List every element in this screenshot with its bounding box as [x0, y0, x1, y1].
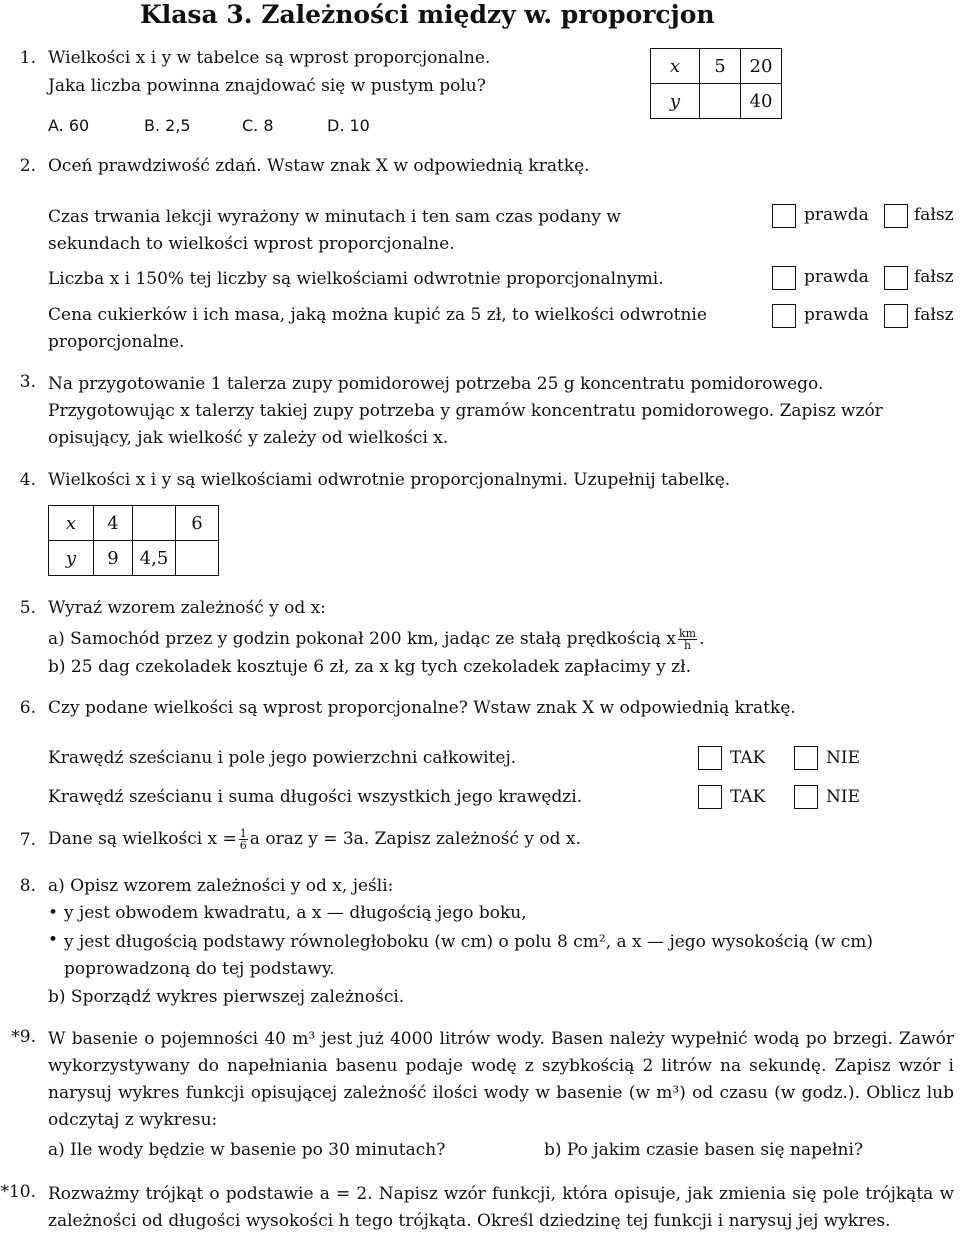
- question-text: Wielkości x i y są wielkościami odwrotnie proporcjonalnymi. Uzupełnij tabelkę.: [48, 470, 731, 490]
- unit-fraction: [678, 628, 697, 651]
- proportion-table: [650, 48, 782, 119]
- table-cell: 4: [94, 506, 133, 541]
- inverse-proportion-table: [48, 505, 219, 576]
- false-checkbox[interactable]: [884, 304, 908, 328]
- unit-numerator: km: [678, 627, 697, 640]
- true-label: prawda: [804, 305, 869, 325]
- fraction-denominator: 6: [239, 839, 247, 852]
- false-label: fałsz: [914, 305, 954, 325]
- statement-text: Liczba x i 150% tej liczby są wielkościami odwrotnie proporcjonalnymi.: [48, 269, 664, 289]
- subquestion-a: a) Ile wody będzie w basenie po 30 minutach?: [48, 1140, 446, 1160]
- table-cell: 40: [741, 84, 782, 119]
- true-checkbox[interactable]: [772, 204, 796, 228]
- subquestion-a: a) Samochód przez y godzin pokonał 200 km, jadąc ze stałą prędkością x $\frac{km}{h}$ .: [48, 627, 705, 652]
- question-text-part: a oraz y = 3a. Zapisz zależność y od x.: [249, 829, 581, 849]
- question-number: 8.: [19, 876, 36, 896]
- table-cell: 9: [94, 541, 133, 576]
- question-text: Wielkości x i y w tabelce są wprost proporcjonalne.: [48, 48, 491, 68]
- question-number: *10.: [0, 1182, 36, 1202]
- subquestion-b: b) 25 dag czekoladek kosztuje 6 zł, za x kg tych czekoladek zapłacimy y zł.: [48, 657, 692, 677]
- question-text: Rozważmy trójkąt o podstawie a = 2. Napisz wzór funkcji, która opisuje, jak zmienia się pole trójkąta w zależności od długości wysokości h tego trójkąta. Określ dziedzinę tej funkcji i narysuj jej wykres.: [48, 1184, 954, 1231]
- question-text: Na przygotowanie 1 talerza zupy pomidorowej potrzeba 25 g koncentratu pomidorowego. Przygotowując x talerzy takiej zupy potrzeba y gramów koncentratu pomidorowego. Zapisz wzór opisujący, jak wielkość y zależy od wielkości x.: [48, 374, 883, 448]
- no-checkbox[interactable]: [794, 785, 818, 809]
- false-label: fałsz: [914, 205, 954, 225]
- statement-text: Cena cukierków i ich masa, jaką można kupić za 5 zł, to wielkości odwrotnie proporcjonalne.: [48, 305, 707, 352]
- question-number: 7.: [19, 830, 36, 850]
- true-checkbox[interactable]: [772, 304, 796, 328]
- answer-option: B. 2,5: [144, 116, 191, 135]
- yes-checkbox[interactable]: [698, 785, 722, 809]
- question-text: Jaka liczba powinna znajdować się w pustym polu?: [48, 76, 486, 96]
- question-number: 4.: [19, 470, 36, 490]
- subquestion-text: a) Samochód przez y godzin pokonał 200 km, jadąc ze stałą prędkością x: [48, 629, 676, 649]
- bullet-item: y jest obwodem kwadratu, a x — długością jego boku,: [64, 903, 527, 923]
- false-checkbox[interactable]: [884, 204, 908, 228]
- subquestion-a: a) Opisz wzorem zależności y od x, jeśli:: [48, 876, 394, 896]
- table-cell: 4,5: [133, 541, 176, 576]
- fraction-numerator: 1: [239, 827, 247, 840]
- question-number: 2.: [19, 156, 36, 176]
- false-label: fałsz: [914, 267, 954, 287]
- bullet-icon: •: [48, 903, 59, 923]
- question-number: *9.: [11, 1027, 36, 1047]
- unit-denominator: h: [683, 639, 692, 652]
- statement-text: Czas trwania lekcji wyrażony w minutach i ten sam czas podany w sekundach to wielkości wprost proporcjonalne.: [48, 207, 621, 254]
- no-label: NIE: [826, 748, 860, 768]
- yes-label: TAK: [730, 748, 766, 768]
- table-cell: 5: [700, 49, 741, 84]
- no-checkbox[interactable]: [794, 746, 818, 770]
- table-cell: 20: [741, 49, 782, 84]
- question-number: 5.: [19, 598, 36, 618]
- question-text-part: Dane są wielkości x =: [48, 829, 237, 849]
- x-label: x: [669, 55, 681, 77]
- yes-label: TAK: [730, 787, 766, 807]
- x-label: x: [65, 512, 77, 534]
- question-text: Wyraź wzorem zależność y od x:: [48, 598, 327, 618]
- subquestion-b: b) Po jakim czasie basen się napełni?: [544, 1140, 864, 1160]
- y-label: y: [669, 90, 681, 112]
- answer-option: A. 60: [48, 116, 90, 135]
- question-number: 3.: [19, 372, 36, 392]
- true-label: prawda: [804, 205, 869, 225]
- question-text: Oceń prawdziwość zdań. Wstaw znak X w odpowiednią kratkę.: [48, 156, 590, 176]
- question-number: 1.: [19, 48, 36, 68]
- yes-checkbox[interactable]: [698, 746, 722, 770]
- table-cell-empty[interactable]: [133, 506, 176, 541]
- true-label: prawda: [804, 267, 869, 287]
- table-cell-empty[interactable]: [700, 84, 741, 119]
- statement-text: Krawędź sześcianu i suma długości wszystkich jego krawędzi.: [48, 787, 583, 807]
- true-checkbox[interactable]: [772, 266, 796, 290]
- false-checkbox[interactable]: [884, 266, 908, 290]
- answer-option: C. 8: [242, 116, 274, 135]
- bullet-item: y jest długością podstawy równoległoboku (w cm) o polu 8 cm², a x — jego wysokością (w cm) poprowadzoną do tej podstawy.: [64, 932, 874, 979]
- question-text: [48, 828, 581, 851]
- subquestion-b: b) Sporządź wykres pierwszej zależności.: [48, 987, 405, 1007]
- page-title: Klasa 3. Zależności między w. proporcjon: [140, 0, 715, 29]
- table-cell-empty[interactable]: [176, 541, 219, 576]
- table-cell: 6: [176, 506, 219, 541]
- question-text: Czy podane wielkości są wprost proporcjonalne? Wstaw znak X w odpowiednią kratkę.: [48, 698, 796, 718]
- no-label: NIE: [826, 787, 860, 807]
- statement-text: Krawędź sześcianu i pole jego powierzchni całkowitej.: [48, 748, 517, 768]
- answer-option: D. 10: [327, 116, 370, 135]
- bullet-icon: •: [48, 930, 59, 950]
- question-number: 6.: [19, 698, 36, 718]
- y-label: y: [65, 547, 77, 569]
- question-text: W basenie o pojemności 40 m³ jest już 4000 litrów wody. Basen należy wypełnić wodą po brzegi. Zawór wykorzystywany do napełniania basenu podaje wodę z szybkością 2 litrów na sekundę. Zapisz wzór i narysuj wykres funkcji opisującej zależność ilości wody w basenie (w m³) od czasu (w godz.). Oblicz lub odczytaj z wykresu:: [48, 1029, 954, 1130]
- fraction: [239, 828, 248, 851]
